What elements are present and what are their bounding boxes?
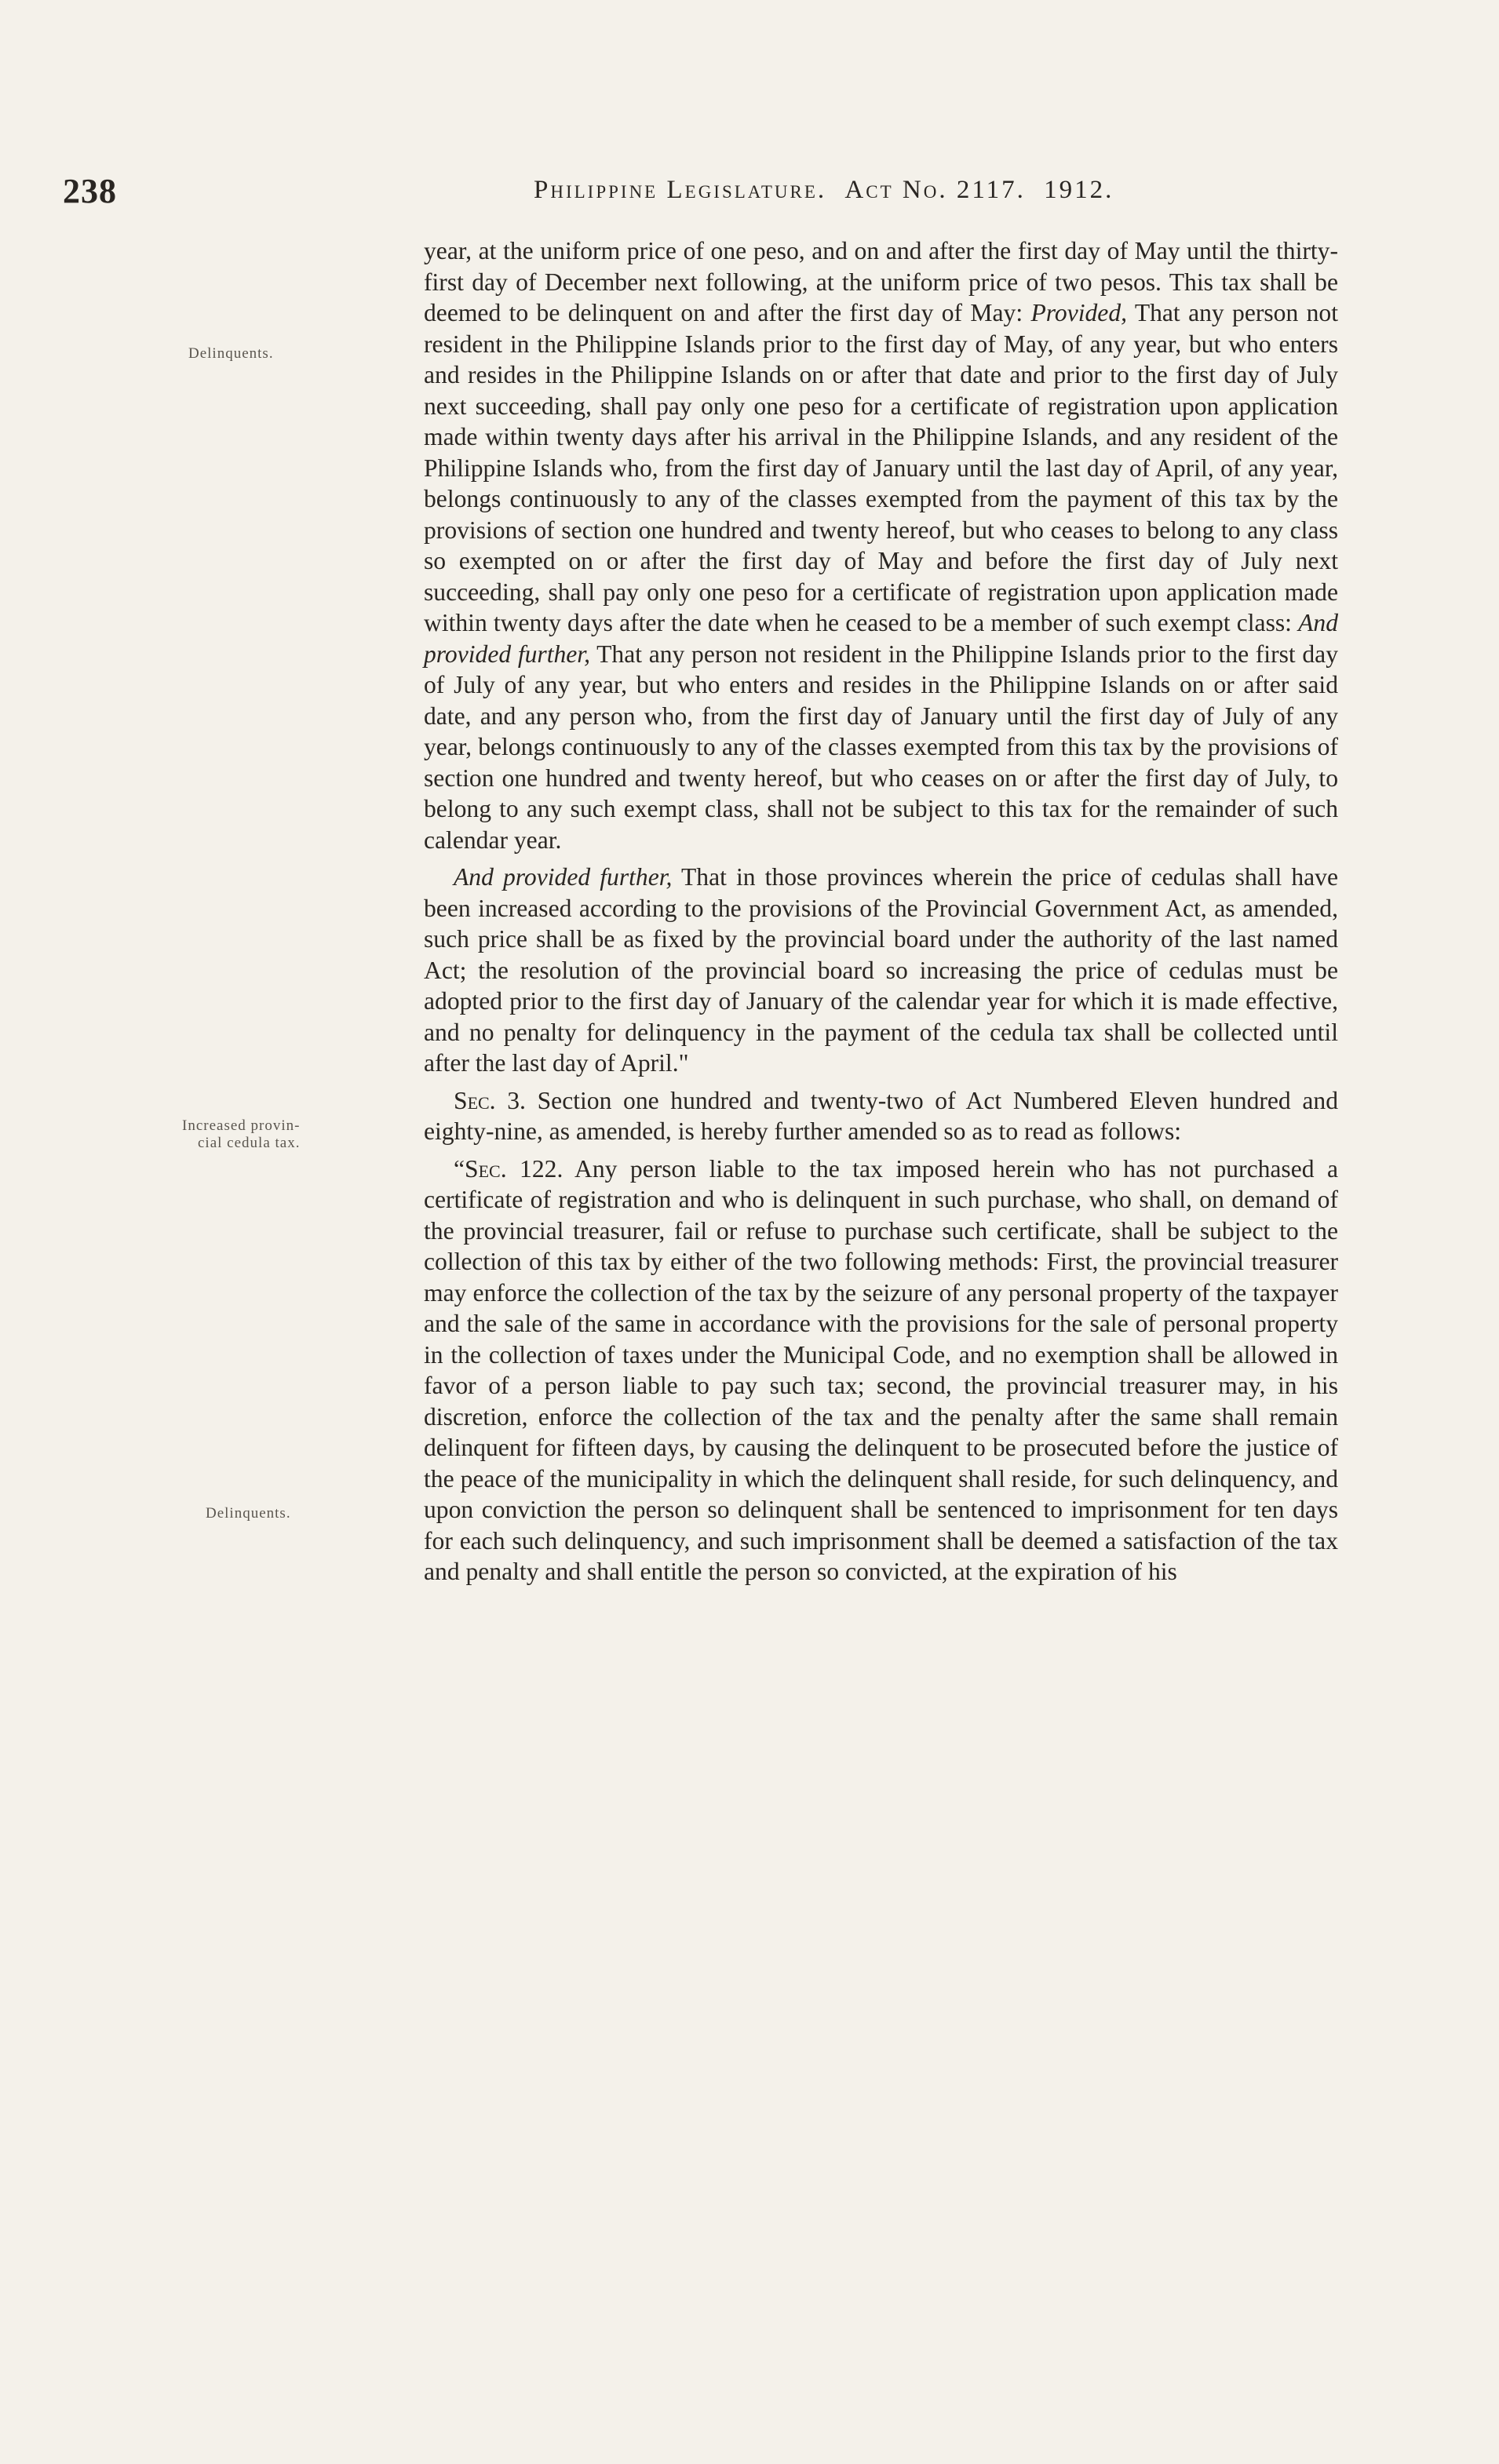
header-year: 1912.	[1044, 176, 1114, 204]
page-header	[63, 171, 1350, 218]
text-run: That any person not resident in the Philippine Islands prior to the first day of May, of any year, but who enters and resides in the Philippine Islands on or after that date and prior to the first day of July next succeeding, shall pay only one peso for a certificate of registration upon application made within twenty days after his arrival in the Philippine Islands, and any resident of the Philippine Islands who, from the first day of January until the last day of April, of any year, belongs continuously to any of the classes exempted from the payment of this tax by the provisions of section one hundred and twenty hereof, but who ceases to belong to any class so exempted on or after the first day of May and before the first day of July next succeeding, shall pay only one peso for a certificate of registration upon application made within twenty days after the date when he ceased to be a member of such exempt class:	[424, 299, 1339, 636]
act-number: Act No. 2117.	[844, 176, 1026, 204]
text-run-italic: And provided further,	[454, 863, 673, 891]
section-label: “Sec.	[454, 1154, 507, 1183]
paragraph-section-122	[424, 1154, 1338, 1587]
margin-note-increased-tax	[182, 1117, 300, 1152]
margin-note-text: Delinquents.	[188, 345, 274, 362]
section-label: Sec.	[454, 1086, 496, 1114]
margin-note-delinquents-1	[188, 345, 274, 363]
text-run-italic: Provided,	[1030, 299, 1128, 326]
text-run: That any person not resident in the Philippine Islands prior to the first day of July of any year, but who enters and resides in the Philippine Islands on or after said date, and any person who, from the first day of January until the first day of July of any year, belongs continuously to any of the classes exempted from this tax by the provisions of section one hundred and twenty hereof, but who ceases on or after the first day of July, to belong to any such exempt class, shall not be subject to this tax for the remainder of such calendar year.	[424, 640, 1338, 854]
margin-note-delinquents-2	[206, 1505, 291, 1522]
margin-note-line: Increased provin-	[182, 1117, 301, 1134]
paragraph-section-3	[424, 1085, 1338, 1147]
body-text	[424, 235, 1338, 1587]
text-run: year, at the uniform price of one peso, and on and after the first day of May until the thirty-first day of December next following, at the uniform price of two pesos. This tax shall be deemed to be delinquent on and after the first day of May:	[424, 237, 1338, 326]
margin-note-line: cial cedula tax.	[198, 1135, 301, 1151]
text-run-italic: And provided further,	[424, 609, 1338, 668]
text-run: 122. Any person liable to the tax imposed herein who has not purchased a certificate of registration and who is delinquent in such purchase, who shall, on demand of the provincial treasurer, fail or refuse to purchase such certificate, shall be subject to the collection of this tax by either of the two following methods: First, the provincial treasurer may enforce the collection of the tax by the seizure of any personal property of the taxpayer and the sale of the same in accordance with the provisions for the sale of personal property in the collection of taxes under the Municipal Code, and no exemption shall be allowed in favor of a person liable to pay such tax; second, the provincial treasurer may, in his discretion, enforce the collection of the tax and the penalty after the same shall remain delinquent for fifteen days, by causing the delinquent to be prosecuted before the justice of the peace of the municipality in which the delinquent shall reside, for such delinquency, and upon conviction the person so delinquent shall be sentenced to imprisonment for ten days for each such delinquency, and such imprisonment shall be deemed a satisfaction of the tax and penalty and shall entitle the person so convicted, at the expiration of his	[424, 1154, 1338, 1585]
text-run: 3. Section one hundred and twenty-two of Act Numbered Eleven hundred and eighty-nine, as amended, is hereby further amended so as to read as follows:	[424, 1086, 1338, 1145]
text-run: That in those provinces wherein the price of cedulas shall have been increased according to the provisions of the Provincial Government Act, as amended, such price shall be as fixed by the provincial board under the authority of the last named Act; the resolution of the provincial board so increasing the price of cedulas must be adopted prior to the first day of January of the calendar year for which it is made effective, and no penalty for delinquency in the payment of the cedula tax shall be collected until after the last day of April."	[424, 863, 1338, 1077]
running-title: Philippine Legislature.	[534, 176, 827, 204]
margin-note-text: Delinquents.	[206, 1505, 291, 1522]
paragraph-section-121-continued	[424, 235, 1338, 855]
page-number: 238	[63, 172, 117, 210]
paragraph-increased-cedula-tax	[424, 862, 1338, 1079]
running-head	[534, 176, 1114, 205]
